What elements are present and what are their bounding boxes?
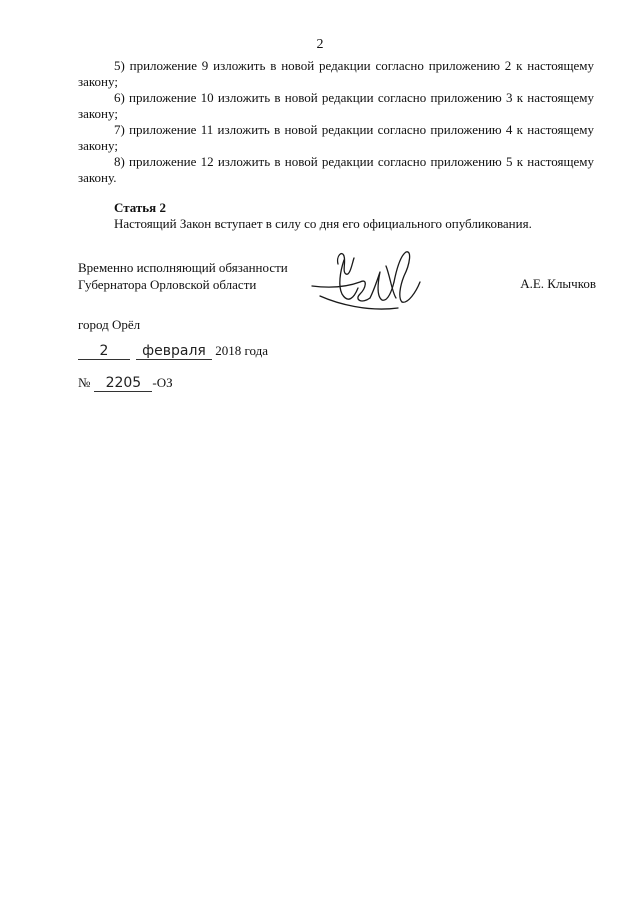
page-number: 2 — [316, 37, 324, 52]
signer-position — [78, 259, 288, 293]
signer-position-line: Временно исполняющий обязанности — [78, 260, 288, 275]
article-section — [78, 200, 594, 232]
list-item: 7) приложение 11 изложить в новой редакции согласно приложению 4 к настоящему закону; — [78, 122, 594, 153]
list-item: 8) приложение 12 изложить в новой редакции согласно приложению 5 к настоящему закону. — [78, 154, 594, 185]
date-year: 2018 года — [215, 343, 269, 358]
list-item: 6) приложение 10 изложить в новой редакции согласно приложению 3 к настоящему закону; — [78, 90, 594, 121]
law-number — [78, 375, 173, 392]
document-body — [78, 58, 594, 232]
article-text: Настоящий Закон вступает в силу со дня его официального опубликования. — [114, 216, 532, 231]
signing-date — [78, 343, 268, 360]
signer-name: А.Е. Клычков — [520, 276, 596, 291]
law-number-value: 2205 — [94, 376, 152, 392]
law-number-suffix: -ОЗ — [152, 375, 173, 390]
signer-position-line: Губернатора Орловской области — [78, 277, 257, 292]
law-number-prefix: № — [78, 375, 91, 390]
handwritten-signature — [308, 242, 428, 322]
city: город Орёл — [78, 317, 141, 332]
article-title: Статья 2 — [114, 200, 166, 215]
date-day: 2 — [78, 344, 130, 360]
date-month: февраля — [136, 344, 212, 360]
list-item: 5) приложение 9 изложить в новой редакции согласно приложению 2 к настоящему закону; — [78, 58, 594, 89]
